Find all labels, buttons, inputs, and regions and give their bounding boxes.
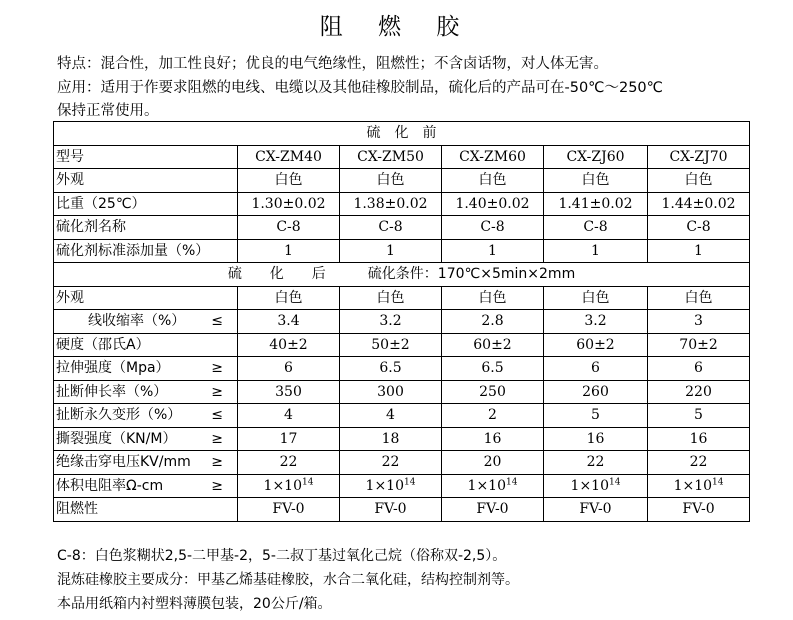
table-cell: 白色	[340, 169, 442, 193]
footer-note-packaging: 本品用纸箱内衬塑料薄膜包装，20公斤/箱。	[57, 596, 332, 612]
resistivity-cell	[648, 474, 750, 498]
spec-table	[53, 121, 750, 522]
resistivity-cell	[238, 474, 340, 498]
model-cell: CX-ZM40	[238, 145, 340, 169]
row-label-text: 扯断伸长率（%）	[56, 383, 168, 400]
spec-table-body	[54, 122, 750, 522]
table-cell: 1.41±0.02	[544, 192, 648, 216]
table-cell: C-8	[648, 216, 750, 240]
row-label-text: 拉伸强度（Mpa）	[56, 360, 170, 377]
resistivity-base: 1×10	[365, 477, 404, 494]
row-label	[54, 427, 238, 451]
table-cell: 2	[442, 404, 544, 428]
comparison-symbol: ≥	[211, 454, 223, 471]
resistivity-exponent: 14	[712, 477, 724, 488]
resistivity-exponent: 14	[506, 477, 518, 488]
table-cell: 6.5	[442, 357, 544, 381]
table-cell: 40±2	[238, 333, 340, 357]
table-cell: 18	[340, 427, 442, 451]
row-label	[54, 380, 238, 404]
table-cell: 1	[340, 239, 442, 263]
page-title: 阻 燃 胶	[319, 14, 474, 40]
comparison-symbol: ≥	[211, 383, 223, 400]
table-cell: 4	[340, 404, 442, 428]
table-row	[54, 380, 750, 404]
row-label: 硫化剂名称	[54, 216, 238, 240]
table-cell: 3	[648, 310, 750, 334]
table-cell: 20	[442, 451, 544, 475]
table-cell: 1	[442, 239, 544, 263]
table-cell: 6	[648, 357, 750, 381]
resistivity-exponent: 14	[404, 477, 416, 488]
table-cell: 17	[238, 427, 340, 451]
row-label	[54, 286, 238, 310]
resistivity-cell	[340, 474, 442, 498]
table-cell: 白色	[340, 286, 442, 310]
row-label	[54, 333, 238, 357]
row-label: 比重（25℃）	[54, 192, 238, 216]
row-label-text: 撕裂强度（KN/M）	[56, 430, 177, 447]
features-text: 特点：混合性，加工性良好；优良的电气绝缘性，阻燃性；不含卤话物，对人体无害。	[57, 56, 608, 72]
table-cell: C-8	[340, 216, 442, 240]
resistivity-cell	[544, 474, 648, 498]
table-cell: 60±2	[442, 333, 544, 357]
table-cell: FV-0	[340, 498, 442, 522]
resistivity-base: 1×10	[263, 477, 302, 494]
table-cell: 白色	[648, 286, 750, 310]
row-label-text: 外观	[56, 289, 84, 306]
table-cell: 3.2	[340, 310, 442, 334]
row-label-text: 体积电阻率Ω-cm	[56, 477, 164, 494]
comparison-symbol: ≥	[211, 360, 223, 377]
table-cell: 1.40±0.02	[442, 192, 544, 216]
footer-note-c8: C-8：白色浆糊状2,5-二甲基-2，5-二叔丁基过氧化己烷（俗称双-2,5）。	[57, 548, 507, 564]
table-cell: 1.30±0.02	[238, 192, 340, 216]
agent-amount-row	[54, 239, 750, 263]
table-cell: 白色	[544, 169, 648, 193]
row-label-text: 扯断永久变形（%）	[56, 407, 182, 424]
footer-note-composition: 混炼硅橡胶主要成分：甲基乙烯基硅橡胶，水合二氧化硅，结构控制剂等。	[57, 572, 519, 588]
table-cell: 50±2	[340, 333, 442, 357]
resistivity-base: 1×10	[467, 477, 506, 494]
section-after-row	[54, 263, 750, 287]
density-row	[54, 192, 750, 216]
resistivity-exponent: 14	[609, 477, 621, 488]
table-cell: C-8	[238, 216, 340, 240]
table-cell: 6	[238, 357, 340, 381]
agent-name-row	[54, 216, 750, 240]
table-cell: 16	[442, 427, 544, 451]
table-cell: 2.8	[442, 310, 544, 334]
table-cell: 1.38±0.02	[340, 192, 442, 216]
table-cell: FV-0	[442, 498, 544, 522]
table-cell: 22	[544, 451, 648, 475]
appearance-before-row	[54, 169, 750, 193]
table-cell: FV-0	[648, 498, 750, 522]
row-label	[54, 474, 238, 498]
row-label	[54, 310, 238, 334]
table-cell: 白色	[238, 169, 340, 193]
table-cell: 白色	[544, 286, 648, 310]
row-label: 硫化剂标准添加量（%）	[54, 239, 238, 263]
table-cell: 60±2	[544, 333, 648, 357]
table-cell: 22	[238, 451, 340, 475]
row-label-text: 硬度（邵氏A）	[56, 336, 150, 353]
table-cell: 22	[648, 451, 750, 475]
resistivity-base: 1×10	[673, 477, 713, 494]
section-before-header: 硫 化 前	[54, 122, 750, 146]
table-row	[54, 310, 750, 334]
table-cell: 22	[340, 451, 442, 475]
table-cell: 5	[544, 404, 648, 428]
table-cell: 3.2	[544, 310, 648, 334]
resistivity-row	[54, 474, 750, 498]
table-cell: 300	[340, 380, 442, 404]
table-cell: C-8	[442, 216, 544, 240]
table-cell: 1.44±0.02	[648, 192, 750, 216]
table-cell: 6	[544, 357, 648, 381]
section-after-header: 硫 化 后 硫化条件：170℃×5min×2mm	[54, 263, 750, 287]
table-row	[54, 333, 750, 357]
table-row	[54, 286, 750, 310]
comparison-symbol: ≤	[211, 407, 223, 424]
model-cell: CX-ZM60	[442, 145, 544, 169]
section-before-row	[54, 122, 750, 146]
resistivity-cell	[442, 474, 544, 498]
row-label: 外观	[54, 169, 238, 193]
table-cell: 白色	[238, 286, 340, 310]
table-cell: 220	[648, 380, 750, 404]
flame-row	[54, 498, 750, 522]
table-cell: C-8	[544, 216, 648, 240]
table-cell: 350	[238, 380, 340, 404]
table-cell: 70±2	[648, 333, 750, 357]
table-cell: 1	[238, 239, 340, 263]
table-cell: FV-0	[544, 498, 648, 522]
comparison-symbol: ≥	[211, 430, 223, 447]
table-cell: 4	[238, 404, 340, 428]
table-cell: 5	[648, 404, 750, 428]
table-cell: 1	[544, 239, 648, 263]
row-label-text: 线收缩率（%）	[88, 313, 186, 330]
row-label	[54, 451, 238, 475]
application-text: 应用：适用于作要求阻燃的电线、电缆以及其他硅橡胶制品，硫化后的产品可在-50℃～250℃	[57, 80, 663, 96]
model-cell: CX-ZJ60	[544, 145, 648, 169]
row-label	[54, 404, 238, 428]
comparison-symbol: ≤	[211, 313, 223, 330]
row-label-text: 绝缘击穿电压KV/mm	[56, 454, 191, 471]
table-cell: 6.5	[340, 357, 442, 381]
table-cell: 1	[648, 239, 750, 263]
resistivity-exponent: 14	[302, 477, 314, 488]
model-cell: CX-ZM50	[340, 145, 442, 169]
table-cell: 3.4	[238, 310, 340, 334]
row-label-text: 阻燃性	[56, 501, 98, 518]
table-row	[54, 357, 750, 381]
table-cell: 250	[442, 380, 544, 404]
table-row	[54, 427, 750, 451]
row-label	[54, 357, 238, 381]
table-cell: 260	[544, 380, 648, 404]
application-text-cont: 保持正常使用。	[57, 103, 159, 119]
table-cell: 白色	[442, 169, 544, 193]
row-label	[54, 498, 238, 522]
table-row	[54, 404, 750, 428]
table-cell: 白色	[442, 286, 544, 310]
resistivity-base: 1×10	[570, 477, 609, 494]
row-label: 型号	[54, 145, 238, 169]
table-cell: 16	[544, 427, 648, 451]
model-cell: CX-ZJ70	[648, 145, 750, 169]
table-cell: 16	[648, 427, 750, 451]
table-cell: 白色	[648, 169, 750, 193]
model-row	[54, 145, 750, 169]
table-row	[54, 451, 750, 475]
comparison-symbol: ≥	[211, 477, 223, 494]
table-cell: FV-0	[238, 498, 340, 522]
